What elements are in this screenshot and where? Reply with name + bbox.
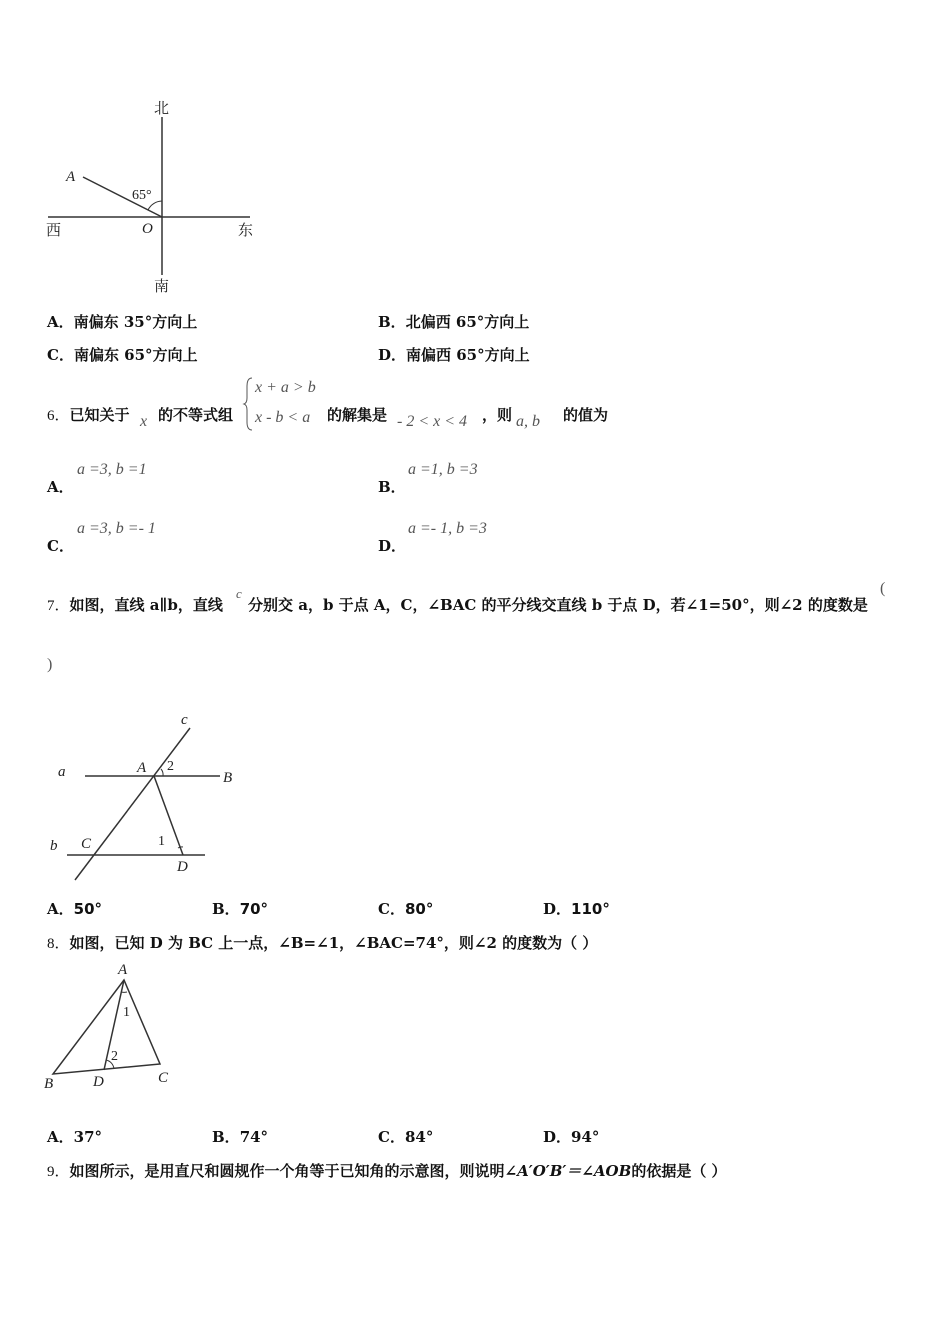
option-letter: C． (378, 900, 405, 918)
q8-option-b[interactable] (212, 1126, 268, 1147)
label-point-d: D (93, 1074, 104, 1090)
label-point-d: D (177, 859, 188, 875)
q6-option-a-letter[interactable]: A． (47, 478, 74, 496)
option-letter: D． (378, 346, 407, 364)
west-label: 西 (46, 221, 62, 239)
option-letter: A． (47, 900, 74, 918)
q7-number-and-text (47, 594, 223, 615)
q6-option-c-text: a =3, b =- 1 (77, 520, 156, 537)
q6-text-5: 的值为 (563, 406, 609, 424)
option-letter: B． (212, 1128, 240, 1146)
label-point-c: C (81, 836, 92, 852)
east-label: 东 (238, 221, 254, 239)
option-letter: C． (47, 346, 74, 364)
question-number: 8． (47, 936, 70, 952)
q7-text-2: 分别交 a，b 于点 A，C，∠BAC 的平分线交直线 b 于点 D，若∠1=50°，则∠2 的度数是 (248, 596, 868, 614)
label-point-a: A (118, 962, 128, 978)
label-point-b: B (44, 1076, 54, 1092)
option-text: 北偏西 65°方向上 (405, 313, 530, 331)
label-c-line: c (181, 712, 188, 728)
option-letter: B． (212, 900, 240, 918)
label-angle-2: 2 (167, 759, 174, 774)
label-b-line: b (50, 838, 58, 854)
q6-number-and-text (47, 404, 130, 425)
option-letter: B． (378, 313, 406, 331)
option-text: 70° (239, 900, 269, 918)
q7-text-1: 如图，直线 a∥b，直线 (69, 596, 223, 614)
q6-text-2: 的不等式组 (158, 406, 234, 424)
q6-inequality-2: x - b < a (255, 409, 311, 426)
option-letter: A． (47, 313, 74, 331)
label-point-a: A (137, 760, 147, 776)
q6-option-a-text: a =3, b =1 (77, 461, 147, 478)
point-a-label: A (66, 169, 76, 185)
q5-option-b[interactable] (378, 311, 529, 332)
q8-number-and-text (47, 932, 597, 953)
q7-option-d[interactable] (543, 898, 610, 919)
angle-2-arc (161, 769, 163, 776)
q6-text-4: ，则 (482, 406, 513, 424)
label-point-c: C (158, 1070, 169, 1086)
option-text: 80° (404, 900, 434, 918)
q5-option-c[interactable] (47, 344, 198, 365)
question-number: 6． (47, 408, 70, 424)
q7-paren-open: ( (880, 580, 886, 597)
q6-text-3: 的解集是 (327, 406, 388, 424)
option-text: 50° (73, 900, 103, 918)
question-number: 7． (47, 598, 70, 614)
q6-brace (244, 376, 254, 432)
q7-var-c: c (236, 586, 242, 601)
q6-option-c-letter[interactable]: C． (47, 537, 74, 555)
q7-option-b[interactable] (212, 898, 268, 919)
option-text: 94° (571, 1128, 600, 1146)
q8-option-d[interactable] (543, 1126, 599, 1147)
q6-option-b-text: a =1, b =3 (408, 461, 478, 478)
q6-text-1: 已知关于 (69, 406, 130, 424)
option-letter: D． (543, 900, 572, 918)
q8-figure (40, 958, 190, 1098)
q9-text-2: 的依据是（ ） (631, 1162, 727, 1180)
compass-figure (40, 95, 270, 300)
label-point-b: B (223, 770, 233, 786)
option-text: 110° (571, 900, 610, 918)
option-text: 南偏西 65°方向上 (406, 346, 530, 364)
q7-option-a[interactable] (47, 898, 102, 919)
north-label: 北 (154, 99, 170, 117)
option-letter: A． (47, 1128, 74, 1146)
label-angle-1: 1 (158, 834, 165, 849)
q6-option-d-letter[interactable]: D． (378, 537, 407, 555)
question-number: 9． (47, 1164, 70, 1180)
label-a-line: a (58, 764, 66, 780)
q5-option-d[interactable] (378, 344, 530, 365)
q8-option-c[interactable] (378, 1126, 433, 1147)
q6-option-b-letter[interactable]: B． (378, 478, 406, 496)
q6-option-d-text: a =- 1, b =3 (408, 520, 487, 537)
option-letter: C． (378, 1128, 405, 1146)
q6-vars: a, b (516, 413, 540, 430)
label-angle-2: 2 (111, 1049, 118, 1064)
q8-text: 如图，已知 D 为 BC 上一点，∠B=∠1，∠BAC=74°，则∠2 的度数为（ ） (69, 934, 598, 952)
option-text: 南偏东 65°方向上 (73, 346, 198, 364)
q9-text-1: 如图所示，是用直尺和圆规作一个角等于已知角的示意图，则说明 (69, 1162, 505, 1180)
option-text: 37° (73, 1128, 103, 1146)
origin-label: O (142, 221, 153, 237)
q7-paren-close: ) (47, 656, 53, 673)
option-text: 84° (404, 1128, 434, 1146)
south-label: 南 (154, 277, 170, 295)
label-angle-1: 1 (123, 1005, 130, 1020)
angle-label: 65° (132, 188, 152, 203)
q6-inequality-1: x + a > b (255, 379, 316, 396)
option-letter: D． (543, 1128, 572, 1146)
q9-question (47, 1160, 727, 1181)
option-text: 74° (239, 1128, 269, 1146)
option-text: 南偏东 35°方向上 (73, 313, 198, 331)
line-c (75, 728, 190, 880)
q7-figure (45, 708, 245, 888)
q8-option-a[interactable] (47, 1126, 102, 1147)
q7-option-c[interactable] (378, 898, 433, 919)
q5-option-a[interactable] (47, 311, 197, 332)
q6-var-x: x (140, 413, 148, 430)
q9-formula: ∠A′O′B′＝∠AOB (504, 1162, 632, 1180)
q6-solution: - 2 < x < 4 (397, 413, 468, 430)
